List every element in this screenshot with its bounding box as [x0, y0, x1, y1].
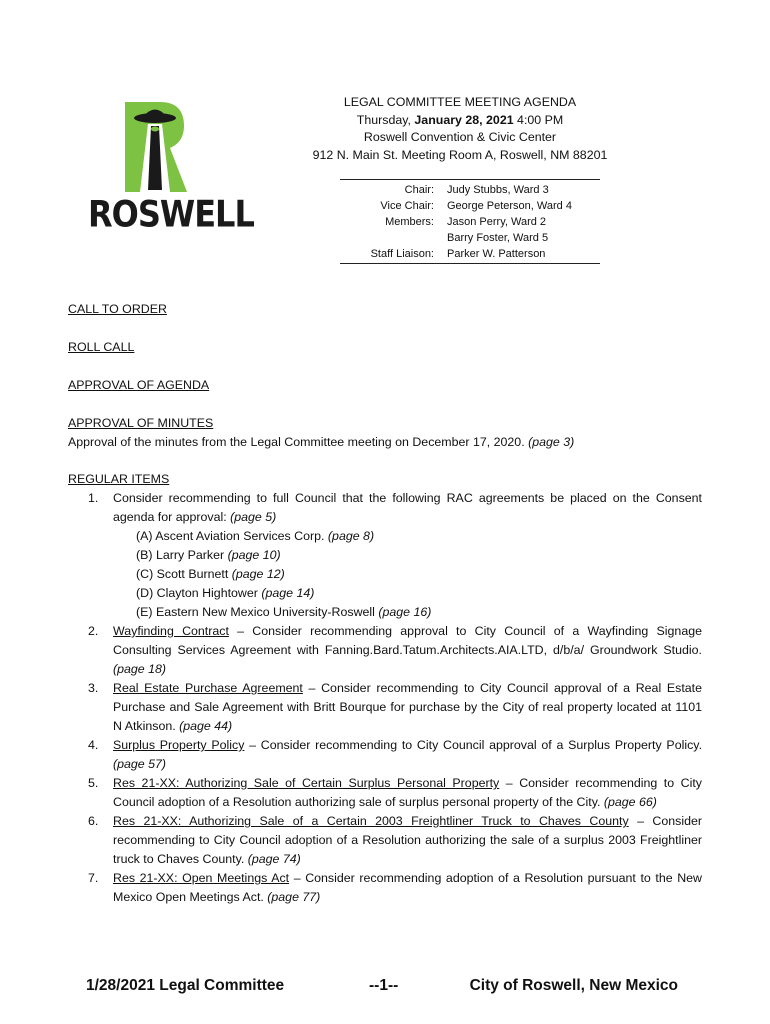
meeting-venue: Roswell Convention & Civic Center	[363, 130, 557, 144]
roster-role: Vice Chair:	[380, 200, 434, 212]
sub-item-page-ref: (page 8)	[327, 529, 375, 543]
minutes-text	[68, 433, 708, 452]
item-number: 2.	[88, 624, 99, 638]
meeting-day: Thursday,	[356, 112, 415, 127]
item-title: Res 21-XX: Authorizing Sale of a Certain 2003 Freightliner Truck to Chaves County	[113, 814, 629, 828]
roster-row	[340, 230, 600, 246]
sub-item-page-ref: (page 10)	[227, 548, 281, 562]
agenda-item	[68, 489, 702, 622]
item-page-ref: (page 77)	[267, 890, 321, 904]
sub-item-label: (A) Ascent Aviation Services Corp.	[136, 529, 328, 543]
sub-item	[113, 584, 702, 603]
item-text: – Consider recommending approval to City Council of a Wayfinding Signage Consulting Services Agreement with Fanning.Bard.Tatum.Architects.AIA.LTD, d/b/a/ Groundwork Studio.	[113, 624, 702, 657]
item-text: Consider recommending to full Council that the following RAC agreements be placed on the Consent agenda for approval:	[113, 491, 702, 524]
footer-page-number: --1--	[369, 977, 399, 994]
sub-item	[113, 603, 702, 622]
approval-minutes-heading: APPROVAL OF MINUTES	[68, 416, 214, 430]
agenda-item	[68, 679, 702, 736]
roswell-logo	[88, 96, 254, 236]
meeting-date: January 28, 2021	[414, 112, 514, 127]
item-page-ref: (page 57)	[113, 757, 167, 771]
approval-minutes-section	[68, 414, 708, 452]
approval-agenda-heading: APPROVAL OF AGENDA	[68, 378, 210, 392]
sub-item-page-ref: (page 12)	[231, 567, 285, 581]
roster-name: Jason Perry, Ward 2	[447, 216, 547, 228]
roster-row	[340, 198, 600, 214]
item-number: 6.	[88, 814, 99, 828]
meeting-header	[290, 94, 630, 164]
sub-item-label: (C) Scott Burnett	[136, 567, 232, 581]
item-title: Surplus Property Policy	[113, 738, 245, 752]
sub-item-label: (D) Clayton Hightower	[136, 586, 262, 600]
roster-name: Parker W. Patterson	[447, 248, 546, 260]
item-text: – Consider recommending to City Council adoption of a Resolution authorizing the sale of a surplus 2003 Freightliner truck to Chaves County.	[113, 814, 702, 866]
item-page-ref: (page 74)	[247, 852, 301, 866]
sub-item-label: (E) Eastern New Mexico University-Roswell	[136, 605, 379, 619]
regular-items-list	[68, 489, 702, 907]
call-to-order-heading: CALL TO ORDER	[68, 302, 167, 316]
footer-city: City of Roswell, New Mexico	[469, 977, 678, 994]
minutes-description: Approval of the minutes from the Legal Committee meeting on December 17, 2020.	[68, 435, 529, 449]
item-text: – Consider recommending to City Council adoption of a Resolution authorizing sale of surplus personal property of the City.	[113, 776, 702, 809]
item-text: – Consider recommending to City Council approval of a Real Estate Purchase and Sale Agreement with Britt Bourque for purchase by the City of real property located at 1101 N Atkinson.	[113, 681, 702, 733]
roster-role: Members:	[385, 216, 434, 228]
sub-item-label: (B) Larry Parker	[136, 548, 228, 562]
meeting-datetime	[290, 112, 630, 130]
agenda-item	[68, 869, 702, 907]
sub-item	[113, 546, 702, 565]
meeting-time: 4:00 PM	[513, 112, 564, 127]
item-text: – Consider recommending to City Council approval of a Surplus Property Policy.	[244, 738, 703, 752]
item-number: 7.	[88, 871, 99, 885]
item-page-ref: (page 44)	[179, 719, 233, 733]
agenda-item	[68, 622, 702, 679]
item-number: 4.	[88, 738, 99, 752]
item-title: Res 21-XX: Authorizing Sale of Certain Surplus Personal Property	[113, 776, 500, 790]
meeting-address: 912 N. Main St. Meeting Room A, Roswell, NM 88201	[312, 147, 608, 162]
item-number: 1.	[88, 491, 99, 505]
roster-role	[340, 230, 447, 246]
roster-name: Judy Stubbs, Ward 3	[447, 184, 549, 196]
roswell-r-ufo-logo-icon	[88, 96, 228, 196]
item-text: – Consider recommending adoption of a Resolution pursuant to the New Mexico Open Meetings Act.	[113, 871, 702, 904]
item-title: Real Estate Purchase Agreement	[113, 681, 303, 695]
roster-row	[340, 214, 600, 230]
committee-roster	[340, 179, 600, 264]
roll-call-heading: ROLL CALL	[68, 340, 135, 354]
agenda-title: LEGAL COMMITTEE MEETING AGENDA	[343, 95, 577, 109]
item-page-ref: (page 5)	[230, 510, 277, 524]
item-title: Wayfinding Contract	[113, 624, 229, 638]
item-number: 3.	[88, 681, 99, 695]
roster-row	[340, 182, 600, 198]
item-page-ref: (page 66)	[603, 795, 657, 809]
sub-item-page-ref: (page 14)	[261, 586, 315, 600]
roster-role: Chair:	[404, 184, 434, 196]
logo-wordmark: ROSWELL	[88, 192, 254, 236]
agenda-item	[68, 812, 702, 869]
roster-name: George Peterson, Ward 4	[447, 200, 572, 212]
roster-name: Barry Foster, Ward 5	[447, 232, 549, 244]
item-page-ref: (page 18)	[113, 662, 167, 676]
roster-role: Staff Liaison:	[370, 248, 434, 260]
item-number: 5.	[88, 776, 99, 790]
item-title: Res 21-XX: Open Meetings Act	[113, 871, 290, 885]
sub-item-page-ref: (page 16)	[378, 605, 432, 619]
agenda-item	[68, 774, 702, 812]
footer-meeting-label: 1/28/2021 Legal Committee	[86, 977, 285, 994]
sub-item	[113, 527, 702, 546]
roster-row	[340, 246, 600, 262]
regular-items-heading: REGULAR ITEMS	[68, 472, 170, 486]
sub-item	[113, 565, 702, 584]
minutes-page-ref: (page 3)	[528, 435, 575, 449]
agenda-item	[68, 736, 702, 774]
